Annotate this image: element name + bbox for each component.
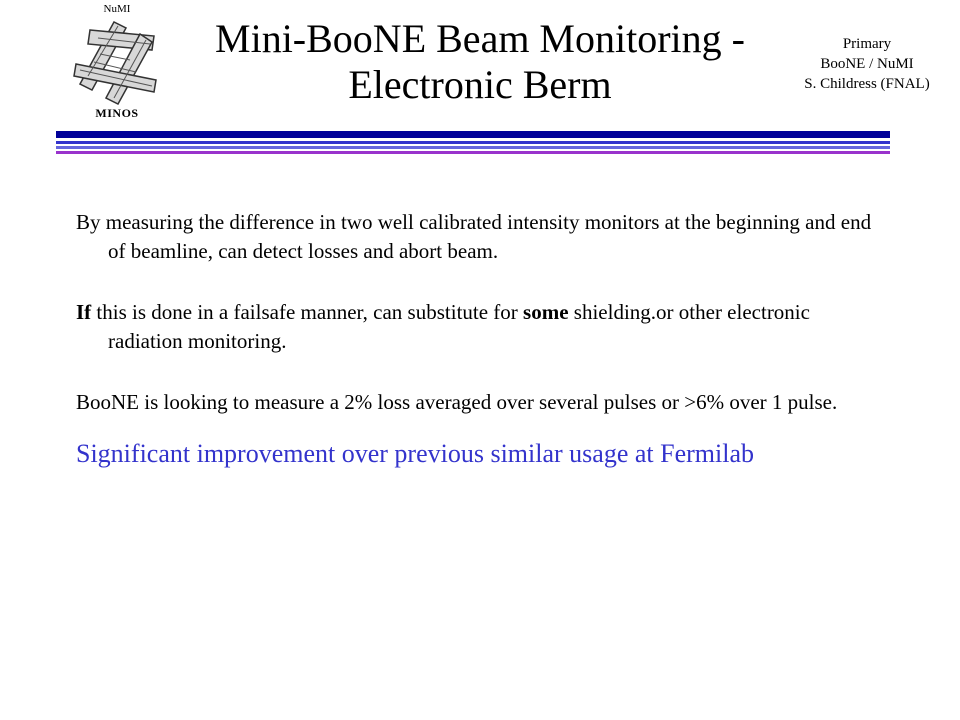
divider-rule-purple xyxy=(56,151,890,154)
logo-numi-text: NuMI xyxy=(103,3,131,15)
paragraph-failsafe: If this is done in a failsafe manner, can substitute for some shielding.or other electronic radiation monitoring. xyxy=(76,300,810,353)
title-line-1: Mini-BooNE Beam Monitoring - xyxy=(215,16,745,61)
affiliation-line-1: Primary xyxy=(842,36,892,52)
divider-rule-blue-2 xyxy=(56,146,890,149)
paragraph-improvement: Significant improvement over previous similar usage at Fermilab xyxy=(76,439,755,468)
title-line-2: Electronic Berm xyxy=(348,62,612,107)
paragraph-boone-goal: BooNE is looking to measure a 2% loss averaged over several pulses or >6% over 1 pulse. xyxy=(76,390,838,414)
affiliation-line-3: S. Childress (FNAL) xyxy=(804,76,930,92)
page-title xyxy=(185,16,775,108)
header-divider xyxy=(56,131,890,156)
affiliation-block xyxy=(772,34,960,94)
bold-if: If xyxy=(76,300,92,324)
divider-rule-dark xyxy=(56,131,890,138)
logo-minos-text: MINOS xyxy=(95,106,139,120)
divider-rule-blue-1 xyxy=(56,141,890,144)
logo-emblem-icon xyxy=(70,14,164,106)
numi-minos-logo xyxy=(62,2,172,122)
slide-body xyxy=(76,208,876,470)
paragraph-berm-method: By measuring the difference in two well calibrated intensity monitors at the beginning and end of beamline, can detect losses and abort beam. xyxy=(76,210,872,263)
affiliation-line-2: BooNE / NuMI xyxy=(820,56,914,72)
bold-some: some xyxy=(523,300,569,324)
